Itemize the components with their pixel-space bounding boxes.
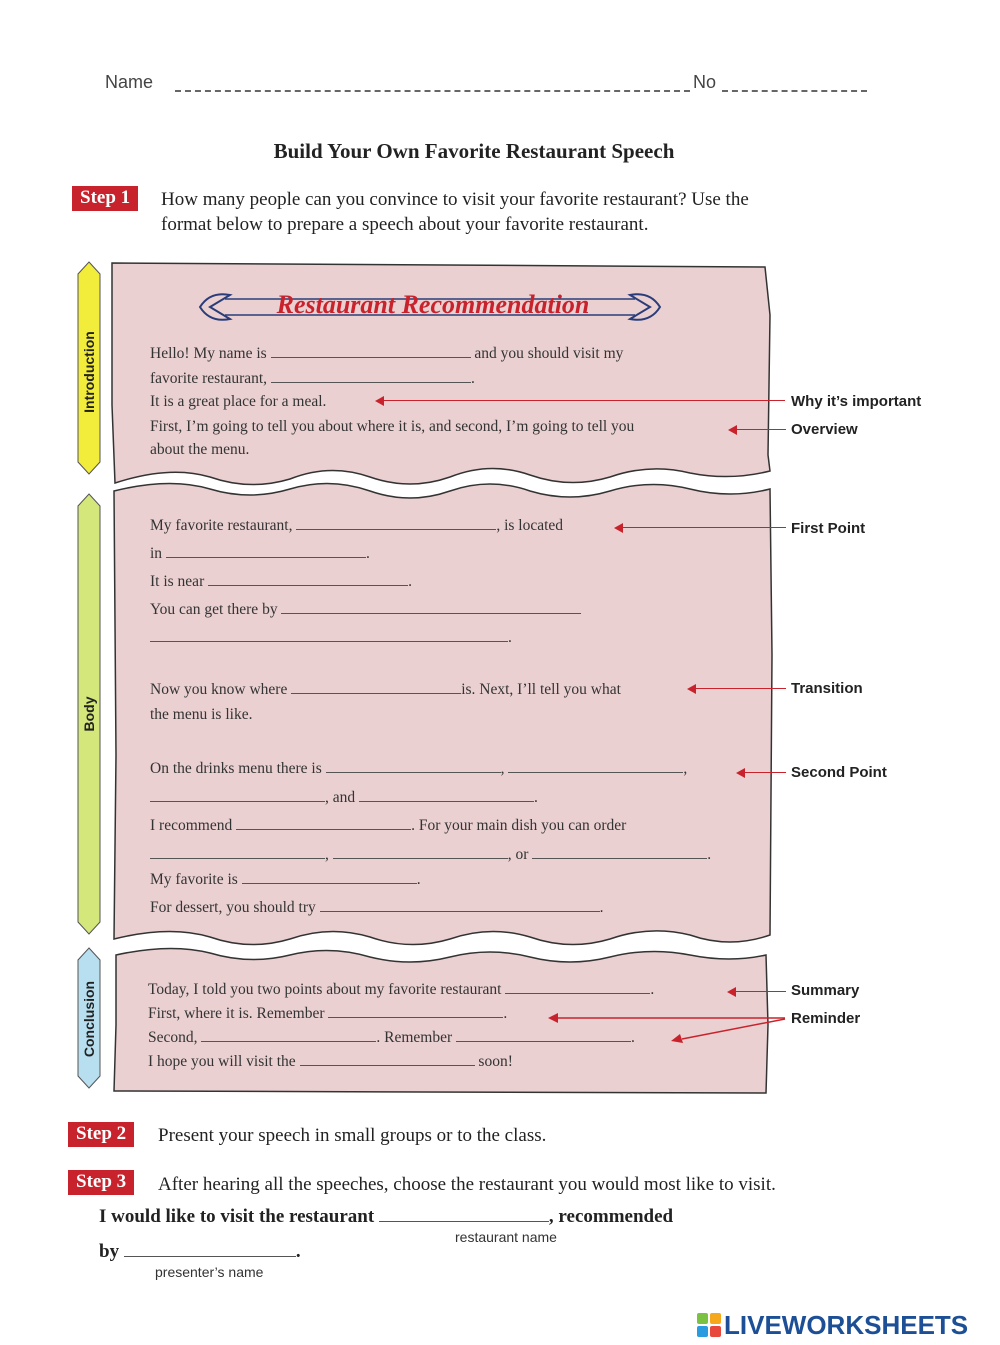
name-field[interactable] xyxy=(175,90,690,92)
intro-text-1a: Hello! My name is xyxy=(150,345,267,362)
intro-line-3: It is a great place for a meal. xyxy=(150,393,327,410)
arrow-summary-head xyxy=(727,987,736,997)
conclusion-text-4a: I hope you will visit the xyxy=(148,1053,296,1070)
body-text-9b: . xyxy=(534,789,538,806)
body-text-4a: You can get there by xyxy=(150,601,278,618)
conclusion-text-4b: soon! xyxy=(478,1053,513,1070)
visit-blank[interactable] xyxy=(300,1051,475,1066)
drink-blank-2[interactable] xyxy=(508,758,683,773)
recommend-blank[interactable] xyxy=(236,815,411,830)
step1-text-line1: How many people can you convince to visit your favorite restaurant? Use the xyxy=(161,189,749,210)
body-line-8 xyxy=(150,758,687,778)
step2-text: Present your speech in small groups or to the class. xyxy=(158,1125,547,1146)
arrow-second-point-line xyxy=(744,772,786,773)
step3-text: After hearing all the speeches, choose the restaurant you would most like to visit. xyxy=(158,1174,776,1195)
step1-text-line2: format below to prepare a speech about your favorite restaurant. xyxy=(161,214,649,235)
body-line-10 xyxy=(150,815,626,835)
final-text-1b: , recommended xyxy=(548,1206,674,1227)
annotation-transition: Transition xyxy=(791,680,863,697)
body-text-10b: . For your main dish you can order xyxy=(411,817,627,834)
conclusion-text-1b: . xyxy=(650,981,655,998)
body-text-5b: . xyxy=(508,629,512,646)
body-line-12 xyxy=(150,869,421,889)
favorite-dish-blank[interactable] xyxy=(242,869,417,884)
body-text-3a: It is near xyxy=(150,573,205,590)
annotation-reminder: Reminder xyxy=(791,1010,861,1027)
conclusion-line-1 xyxy=(148,979,654,999)
conclusion-text-3b: . Remember xyxy=(376,1029,453,1046)
arrow-summary-line xyxy=(735,991,786,992)
body-line-3 xyxy=(150,571,412,591)
final-text-1a: I would like to visit the restaurant xyxy=(99,1206,375,1227)
body-text-1b: , is located xyxy=(496,517,564,534)
annotation-second-point: Second Point xyxy=(791,764,887,781)
body-line-2 xyxy=(150,543,370,563)
restaurant-blank[interactable] xyxy=(296,515,496,530)
conclusion-line-2 xyxy=(148,1003,507,1023)
body-text-10a: I recommend xyxy=(150,817,233,834)
conclusion-text-1a: Today, I told you two points about my favorite restaurant xyxy=(148,981,502,998)
final-line-2 xyxy=(99,1240,301,1263)
conclusion-line-4 xyxy=(148,1051,513,1071)
arrow-why-line xyxy=(383,400,785,401)
body-text-8c: , xyxy=(683,760,688,777)
conclusion-side-label: Conclusion xyxy=(81,980,97,1058)
intro-text-2b: . xyxy=(470,370,475,387)
arrow-first-point-head xyxy=(614,523,623,533)
favorite-restaurant-blank[interactable] xyxy=(271,368,471,383)
logo-text: LIVEWORKSHEETS xyxy=(724,1309,969,1340)
body-line-11 xyxy=(150,844,711,864)
annotation-overview: Overview xyxy=(791,421,858,438)
arrow-why-head xyxy=(375,396,384,406)
step2-badge: Step 2 xyxy=(68,1122,134,1147)
main-dish-blank-1[interactable] xyxy=(150,844,325,859)
body-text-11b: , or xyxy=(507,846,529,863)
body-text-11c: . xyxy=(707,846,712,863)
body-text-8b: , xyxy=(500,760,505,777)
intro-text-1b: and you should visit my xyxy=(474,345,624,362)
body-line-5 xyxy=(150,627,512,647)
final-text-2b: . xyxy=(295,1241,301,1262)
conclusion-text-2a: First, where it is. Remember xyxy=(148,1005,325,1022)
annotation-first-point: First Point xyxy=(791,520,866,537)
body-line-7: the menu is like. xyxy=(150,706,253,723)
annotation-why-important: Why it’s important xyxy=(791,393,922,410)
chosen-restaurant-blank[interactable] xyxy=(379,1205,549,1222)
drink-blank-1[interactable] xyxy=(326,758,501,773)
presenter-blank[interactable] xyxy=(124,1240,296,1257)
transport-blank-2[interactable] xyxy=(150,627,508,642)
body-text-11a: , xyxy=(325,846,329,863)
body-text-13a: For dessert, you should try xyxy=(150,899,316,916)
second-blank[interactable] xyxy=(201,1027,376,1042)
where-blank[interactable] xyxy=(291,679,461,694)
body-line-13 xyxy=(150,897,604,917)
name-label: Name xyxy=(105,72,154,92)
logo xyxy=(697,1310,968,1340)
liveworksheets-logo-icon xyxy=(697,1313,721,1337)
main-dish-blank-3[interactable] xyxy=(532,844,707,859)
reminder-blank-1[interactable] xyxy=(328,1003,503,1018)
transport-blank[interactable] xyxy=(281,599,581,614)
intro-line-5: about the menu. xyxy=(150,441,250,458)
body-text-9a: , and xyxy=(325,789,356,806)
number-field[interactable] xyxy=(722,90,867,92)
caption-presenter-name: presenter’s name xyxy=(155,1264,264,1280)
arrow-reminder xyxy=(540,1008,790,1048)
intro-line-4: First, I’m going to tell you about where it is, and second, I’m going to tell you xyxy=(150,418,635,435)
arrow-overview-head xyxy=(728,425,737,435)
body-text-12a: My favorite is xyxy=(150,871,238,888)
body-line-1 xyxy=(150,515,563,535)
caption-restaurant-name: restaurant name xyxy=(455,1229,557,1245)
summary-blank[interactable] xyxy=(505,979,650,994)
conclusion-text-3a: Second, xyxy=(148,1029,198,1046)
intro-line-1 xyxy=(150,343,623,363)
card-title: Restaurant Recommendation xyxy=(276,290,590,319)
main-dish-blank-2[interactable] xyxy=(333,844,508,859)
body-text-6b: is. Next, I’ll tell you what xyxy=(461,681,621,698)
conclusion-text-3c: . xyxy=(631,1029,635,1046)
body-line-4 xyxy=(150,599,581,619)
body-side-label: Body xyxy=(81,696,97,732)
body-text-8a: On the drinks menu there is xyxy=(150,760,322,777)
arrow-transition-head xyxy=(687,684,696,694)
near-blank[interactable] xyxy=(208,571,408,586)
final-line-1 xyxy=(99,1205,673,1228)
body-line-6 xyxy=(150,679,621,699)
dessert-blank[interactable] xyxy=(320,897,600,912)
body-text-13b: . xyxy=(599,899,604,916)
body-text-12b: . xyxy=(416,871,421,888)
page-title: Build Your Own Favorite Restaurant Speech xyxy=(273,139,675,163)
arrow-second-point-head xyxy=(736,768,745,778)
intro-line-2 xyxy=(150,368,475,388)
body-text-3b: . xyxy=(408,573,412,590)
arrow-overview-line xyxy=(736,429,786,430)
intro-side-label: Introduction xyxy=(81,331,97,413)
body-text-1a: My favorite restaurant, xyxy=(150,517,293,534)
body-text-2a: in xyxy=(150,545,163,562)
intro-text-2a: favorite restaurant, xyxy=(150,370,268,387)
annotation-summary: Summary xyxy=(791,982,860,999)
name-blank[interactable] xyxy=(271,343,471,358)
number-label: No xyxy=(693,72,717,92)
arrow-first-point-line xyxy=(622,527,786,528)
body-text-6a: Now you know where xyxy=(150,681,288,698)
arrow-transition-line xyxy=(695,688,786,689)
body-line-9 xyxy=(150,787,538,807)
conclusion-text-2b: . xyxy=(503,1005,508,1022)
drink-blank-4[interactable] xyxy=(359,787,534,802)
location-blank[interactable] xyxy=(166,543,366,558)
drink-blank-3[interactable] xyxy=(150,787,325,802)
final-text-2a: by xyxy=(99,1241,120,1262)
step1-badge: Step 1 xyxy=(72,186,138,211)
body-text-2b: . xyxy=(365,545,370,562)
step3-badge: Step 3 xyxy=(68,1170,134,1195)
